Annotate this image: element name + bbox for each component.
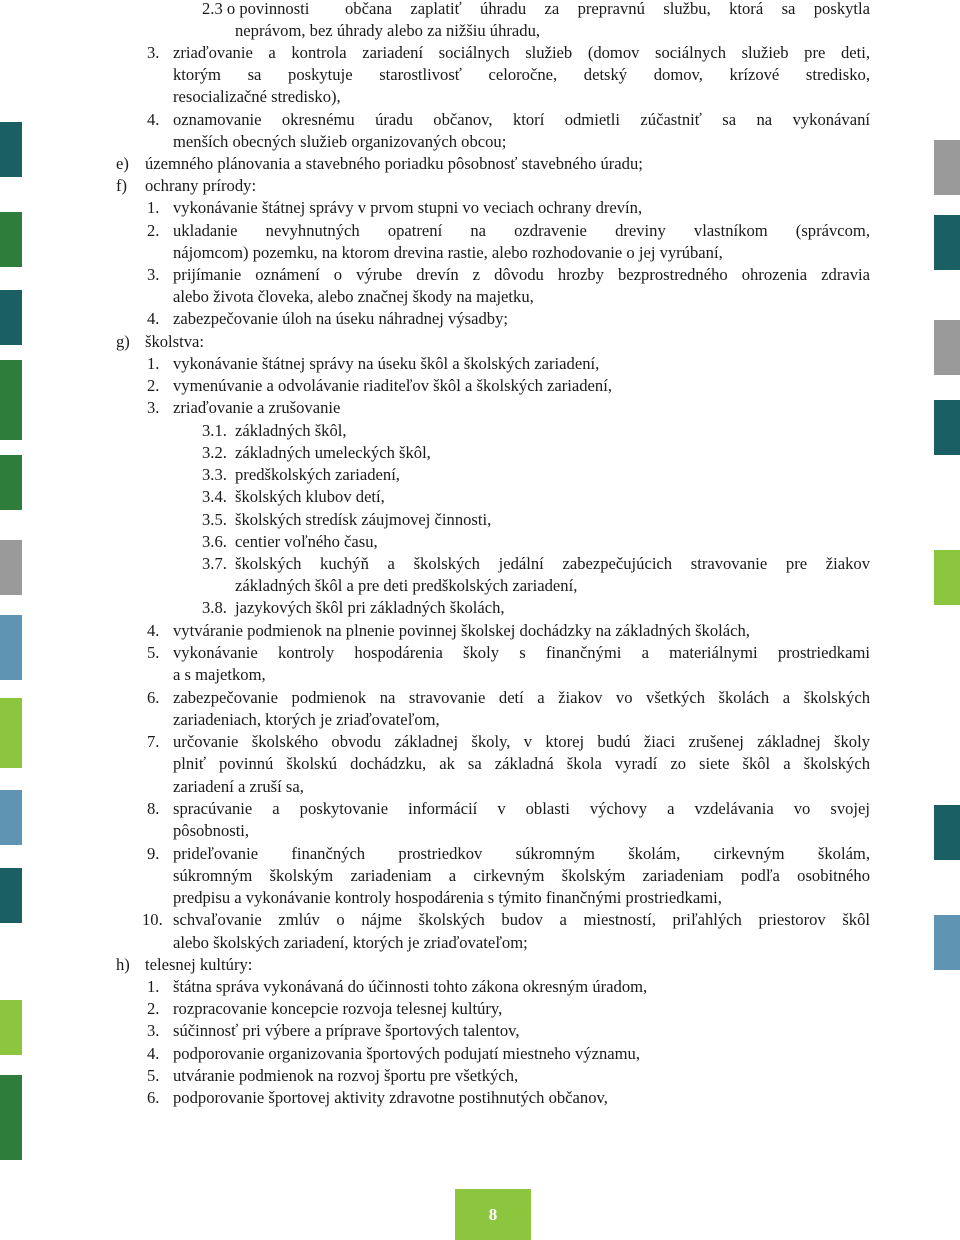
page-number-box [455, 1189, 531, 1240]
right-decor-bar-teal [934, 805, 960, 860]
text-line: centier voľného času, [235, 532, 378, 551]
section-heading: školstva: [145, 332, 205, 351]
list-number: 1. [147, 198, 160, 217]
list-number: 4. [147, 1044, 160, 1063]
section-letter: h) [116, 955, 130, 974]
sublist-number: 3.3. [202, 465, 227, 484]
text-line: schvaľovanie zmlúv o nájme školských budov a miestností, priľahlých priestorov škôl [173, 910, 870, 929]
list-number: 1. [147, 977, 160, 996]
sublist-number: 3.1. [202, 421, 227, 440]
left-decor-bar-teal [0, 290, 22, 345]
text-line: zabezpečovanie podmienok na stravovanie detí a žiakov vo všetkých školách a školských [173, 688, 870, 707]
right-decor-bar-teal [934, 400, 960, 455]
text-line: základných škôl a pre deti predškolských zariadení, [235, 576, 578, 595]
list-number: 4. [147, 621, 160, 640]
text-line: školských stredísk záujmovej činnosti, [235, 510, 492, 529]
right-decor-bar-blue [934, 915, 960, 970]
text-line: resocializačné stredisko), [173, 87, 341, 106]
text-line: vytváranie podmienok na plnenie povinnej školskej dochádzky na základných školách, [173, 621, 750, 640]
text-line: neprávom, bez úhrady alebo za nižšiu úhradu, [235, 21, 541, 40]
left-decor-bar-lightgreen [0, 1000, 22, 1055]
text-line: školských klubov detí, [235, 487, 385, 506]
right-decor-bar-gray [934, 320, 960, 375]
text-line: základných umeleckých škôl, [235, 443, 431, 462]
text-line: menších obecných služieb organizovaných obcou; [173, 132, 507, 151]
text-line: občana zaplatiť úhradu za prepravnú službu, ktorá sa poskytla [345, 0, 870, 18]
section-heading: ochrany prírody: [145, 176, 257, 195]
left-decor-bar-teal [0, 122, 22, 177]
text-line: plniť povinnú školskú dochádzku, ak sa základná škola vyradí zo siete škôl a školských [173, 754, 870, 773]
text-line: alebo školských zariadení, ktorých je zriaďovateľom; [173, 933, 528, 952]
text-line: spracúvanie a poskytovanie informácií v oblasti výchovy a vzdelávania vo svojej [173, 799, 870, 818]
section-letter: g) [116, 332, 130, 351]
list-number: 2. [147, 376, 160, 395]
text-line: vymenúvanie a odvolávanie riaditeľov škôl a školských zariadení, [173, 376, 612, 395]
text-line: územného plánovania a stavebného poriadku pôsobnosť stavebného úradu; [145, 154, 643, 173]
left-decor-bar-lightgreen [0, 698, 22, 768]
left-decor-bar-green [0, 455, 22, 510]
text-line: zariadeniach, ktorých je zriaďovateľom, [173, 710, 440, 729]
list-number: 3. [147, 1021, 160, 1040]
left-decor-bar-blue [0, 615, 22, 680]
text-line: rozpracovanie koncepcie rozvoja telesnej kultúry, [173, 999, 503, 1018]
left-decor-bar-green [0, 360, 22, 440]
text-line: pôsobnosti, [173, 821, 250, 840]
left-decor-bar-teal [0, 868, 22, 923]
list-number: 1. [147, 354, 160, 373]
sublist-number: 3.7. [202, 554, 227, 573]
text-line: ktorým sa poskytuje starostlivosť celoročne, detský domov, krízové stredisko, [173, 65, 870, 84]
text-line: a s majetkom, [173, 665, 266, 684]
text-line: prijímanie oznámení o výrube drevín z dôvodu hrozby bezprostredného ohrozenia zdravia [173, 265, 870, 284]
section-letter: f) [116, 176, 128, 195]
text-line: zabezpečovanie úloh na úseku náhradnej výsadby; [173, 309, 508, 328]
sublist-number: 3.8. [202, 598, 227, 617]
sublist-number: 3.5. [202, 510, 227, 529]
text-line: alebo života človeka, alebo značnej škody na majetku, [173, 287, 534, 306]
list-number: 2. [147, 221, 160, 240]
right-decor-bar-teal [934, 215, 960, 270]
section-heading: telesnej kultúry: [145, 955, 253, 974]
text-line: predpisu a vykonávanie kontroly hospodárenia s týmito finančnými prostriedkami, [173, 888, 722, 907]
list-number: 3. [147, 265, 160, 284]
text-line: školských kuchýň a školských jedální zabezpečujúcich stravovanie pre žiakov [235, 554, 870, 573]
list-number: 6. [147, 1088, 160, 1107]
sublist-number: 3.4. [202, 487, 227, 506]
text-line: utváranie podmienok na rozvoj športu pre všetkých, [173, 1066, 519, 1085]
list-number: 9. [147, 844, 160, 863]
text-line: prideľovanie finančných prostriedkov súkromným školám, cirkevným školám, [173, 844, 870, 863]
list-number: 4. [147, 309, 160, 328]
text-line: zriaďovanie a kontrola zariadení sociálnych služieb (domov sociálnych služieb pre deti, [173, 43, 870, 62]
text-line: súčinnosť pri výbere a príprave športových talentov, [173, 1021, 520, 1040]
left-decor-bar-green [0, 212, 22, 267]
text-line: oznamovanie okresnému úradu občanov, ktorí odmietli zúčastniť sa na vykonávaní [173, 110, 870, 129]
list-number: 10. [142, 910, 163, 929]
sublist-number: 3.6. [202, 532, 227, 551]
list-number: 2. [147, 999, 160, 1018]
text-line: zriaďovanie a zrušovanie [173, 398, 341, 417]
right-decor-bar-gray [934, 140, 960, 195]
text-line: podporovanie športovej aktivity zdravotne postihnutých občanov, [173, 1088, 608, 1107]
text-line: ukladanie nevyhnutných opatrení na ozdravenie dreviny vlastníkom (správcom, [173, 221, 870, 240]
text-line: nájomcom) pozemku, na ktorom drevina rastie, alebo rozhodovanie o jej vyrúbaní, [173, 243, 723, 262]
text-line: zariadení a zruší sa, [173, 777, 304, 796]
left-decor-bar-gray [0, 540, 22, 595]
list-number: 3. [147, 43, 160, 62]
section-letter: e) [116, 154, 129, 173]
list-number: 4. [147, 110, 160, 129]
text-line: 2.3 o povinnosti [202, 0, 310, 18]
text-line: podporovanie organizovania športových podujatí miestneho významu, [173, 1044, 640, 1063]
text-line: určovanie školského obvodu základnej školy, v ktorej budú žiaci zrušenej základnej školy [173, 732, 870, 751]
text-line: jazykových škôl pri základných školách, [235, 598, 505, 617]
text-line: predškolských zariadení, [235, 465, 400, 484]
text-line: vykonávanie kontroly hospodárenia školy s finančnými a materiálnymi prostriedkami [173, 643, 870, 662]
page-number: 8 [488, 1204, 498, 1224]
list-number: 3. [147, 398, 160, 417]
text-line: základných škôl, [235, 421, 347, 440]
text-line: štátna správa vykonávaná do účinnosti tohto zákona okresným úradom, [173, 977, 648, 996]
left-decor-bar-green [0, 1075, 22, 1160]
text-line: vykonávanie štátnej správy na úseku škôl a školských zariadení, [173, 354, 600, 373]
right-decor-bar-lightgreen [934, 550, 960, 605]
left-decor-bar-blue [0, 790, 22, 845]
sublist-number: 3.2. [202, 443, 227, 462]
text-line: súkromným školským zariadeniam a cirkevným školským zariadeniam podľa osobitného [173, 866, 870, 885]
list-number: 6. [147, 688, 160, 707]
list-number: 5. [147, 643, 160, 662]
list-number: 7. [147, 732, 160, 751]
text-line: vykonávanie štátnej správy v prvom stupni vo veciach ochrany drevín, [173, 198, 643, 217]
list-number: 5. [147, 1066, 160, 1085]
list-number: 8. [147, 799, 160, 818]
